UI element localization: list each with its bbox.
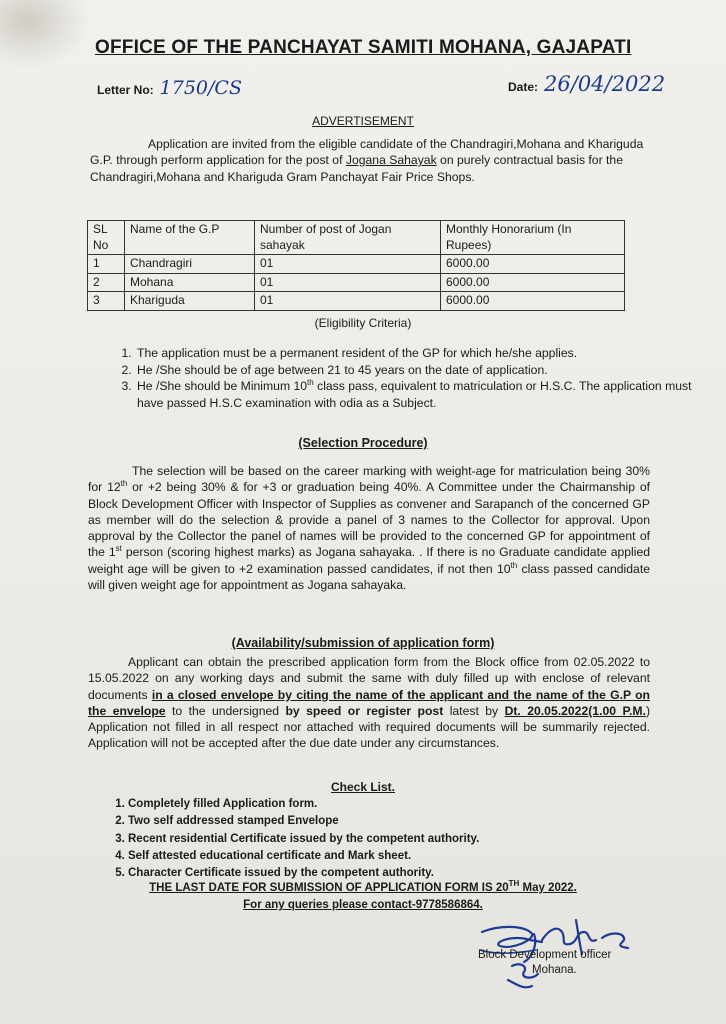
letter-label: Letter No: xyxy=(97,83,154,97)
deadline: Dt. 20.05.2022(1.00 P.M. xyxy=(504,703,646,718)
table-cell: 01 xyxy=(255,292,441,311)
post-name: Jogana Sahayak xyxy=(345,153,437,168)
para-text: Applicant can obtain the prescribed application form from the Block office from 02.05.2022 to 15.05.2022 on any working days and submit the same with duly filled up with enclose of relevant documents xyxy=(88,655,650,702)
list-item: 1. The application must be a permanent resident of the GP for which he/she applies. xyxy=(135,345,695,362)
table-cell: Khariguda xyxy=(125,292,255,311)
eligibility-heading: (Eligibility Criteria) xyxy=(314,316,412,330)
superscript: th xyxy=(120,479,128,489)
letter-date xyxy=(508,72,665,96)
last-date-text: May 2022. xyxy=(519,882,577,894)
last-date-text: THE LAST DATE FOR SUBMISSION OF APPLICATION FORM IS 20 xyxy=(149,882,509,894)
post-method: by speed or register post xyxy=(285,703,444,718)
para-text: or +2 being 30% & for +3 or graduation being 40%. A Committee under the Chairmanship of Block Development Officer with Inspector of Supplies as convener and Sarapanch of the concerned GP as member will do the selection & provide a panel of 3 names to the Collector for approval. Upon approval by the Collector the panel of names will be provided to the concerned GP for appointment of the 1 xyxy=(88,480,650,560)
availability-heading: (Availability/submission of application form) xyxy=(231,636,495,650)
checklist xyxy=(88,796,479,882)
table-cell: 2 xyxy=(88,273,125,292)
para-text: class passed candidate will given weight age for appointment as Jogana sahayaka. xyxy=(88,561,650,593)
intro-paragraph xyxy=(90,136,650,185)
para-text: ) Application not filled in all respect nor attached with required documents will be summarily rejected. Application will not be accepted after the due date under any circumstances. xyxy=(88,703,650,751)
table-header-cell: SL No xyxy=(88,221,125,255)
table-cell: 01 xyxy=(255,273,441,292)
table-header-row xyxy=(88,221,625,255)
table-cell: 6000.00 xyxy=(441,292,625,311)
table-row xyxy=(88,255,625,274)
signatory-designation: Block Development officer xyxy=(478,949,612,961)
selection-paragraph xyxy=(88,463,650,593)
table-row xyxy=(88,273,625,292)
availability-paragraph xyxy=(88,654,650,752)
list-item: 2. He /She should be of age between 21 to 45 years on the date of application. xyxy=(135,362,695,379)
date-label: Date: xyxy=(508,80,539,94)
signature-stroke xyxy=(602,934,628,949)
gp-post-table xyxy=(87,220,625,311)
list-item-text: He /She should be Minimum 10 xyxy=(137,379,308,393)
table-cell: 6000.00 xyxy=(441,255,625,274)
para-text: person (scoring highest marks) as Jogana sahayaka. . If there is no Graduate candidate applied weight age will be given to +2 examination passed candidates, if not then 10 xyxy=(88,545,650,576)
signature-stroke xyxy=(482,927,542,947)
selection-heading: (Selection Procedure) xyxy=(298,436,428,450)
paper-fold-shadow xyxy=(0,0,90,70)
office-title: OFFICE OF THE PANCHAYAT SAMITI MOHANA, GAJAPATI xyxy=(95,37,632,58)
table-cell: 1 xyxy=(88,255,125,274)
list-item: 3. Recent residential Certificate issued by the competent authority. xyxy=(128,831,479,848)
table-cell: Mohana xyxy=(125,273,255,292)
list-item xyxy=(135,378,695,411)
letter-number xyxy=(97,77,242,99)
table-row xyxy=(88,292,625,311)
intro-text-1: Application are invited from the eligible candidate of the Chandragiri,Mohana and Khariguda G.P. through perform application for the post of xyxy=(90,137,644,168)
signature-stroke xyxy=(542,929,596,945)
table-cell: 01 xyxy=(255,255,441,274)
advertisement-heading: ADVERTISEMENT xyxy=(312,114,414,128)
superscript: th xyxy=(307,377,314,387)
signatory-block xyxy=(478,948,611,977)
superscript: TH xyxy=(508,879,520,889)
eligibility-list xyxy=(95,345,695,411)
date-value: 26/04/2022 xyxy=(544,72,666,96)
last-date-notice xyxy=(0,879,726,894)
table-header-cell: Monthly Honorarium (In Rupees) xyxy=(441,221,625,255)
signatory-place: Mohana. xyxy=(532,963,577,976)
superscript: th xyxy=(510,560,518,570)
list-item: 1. Completely filled Application form. xyxy=(128,796,479,813)
para-text: to the undersigned xyxy=(165,703,286,718)
table-header-cell: Number of post of Jogan sahayak xyxy=(255,221,441,255)
table-header-cell: Name of the G.P xyxy=(125,221,255,255)
list-item: 5. Character Certificate issued by the competent authority. xyxy=(128,865,479,882)
envelope-instruction: in a closed envelope by citing the name of the applicant and the name of the G.P on the envelope xyxy=(88,687,650,718)
checklist-heading: Check List. xyxy=(330,780,396,794)
para-text: The selection will be based on the career marking with weight-age for matriculation being 30% for 12 xyxy=(88,464,650,495)
list-item: 4. Self attested educational certificate and Mark sheet. xyxy=(128,848,479,865)
table-cell: Chandragiri xyxy=(125,255,255,274)
contact-line: For any queries please contact-9778586864. xyxy=(243,899,483,911)
para-text: latest by xyxy=(443,703,505,718)
intro-text-2: on purely contractual basis for the Chandragiri,Mohana and Khariguda Gram Panchayat Fair Price Shops. xyxy=(90,153,623,184)
superscript: st xyxy=(115,544,122,554)
list-item-text: class pass, equivalent to matriculation or H.S.C. The application must have passed H.S.C examination with odia as a Subject. xyxy=(137,379,692,410)
signature-stroke xyxy=(508,980,532,987)
table-cell: 6000.00 xyxy=(441,273,625,292)
list-item: 2. Two self addressed stamped Envelope xyxy=(128,813,479,830)
table-cell: 3 xyxy=(88,292,125,311)
letter-value: 1750/CS xyxy=(159,77,242,99)
